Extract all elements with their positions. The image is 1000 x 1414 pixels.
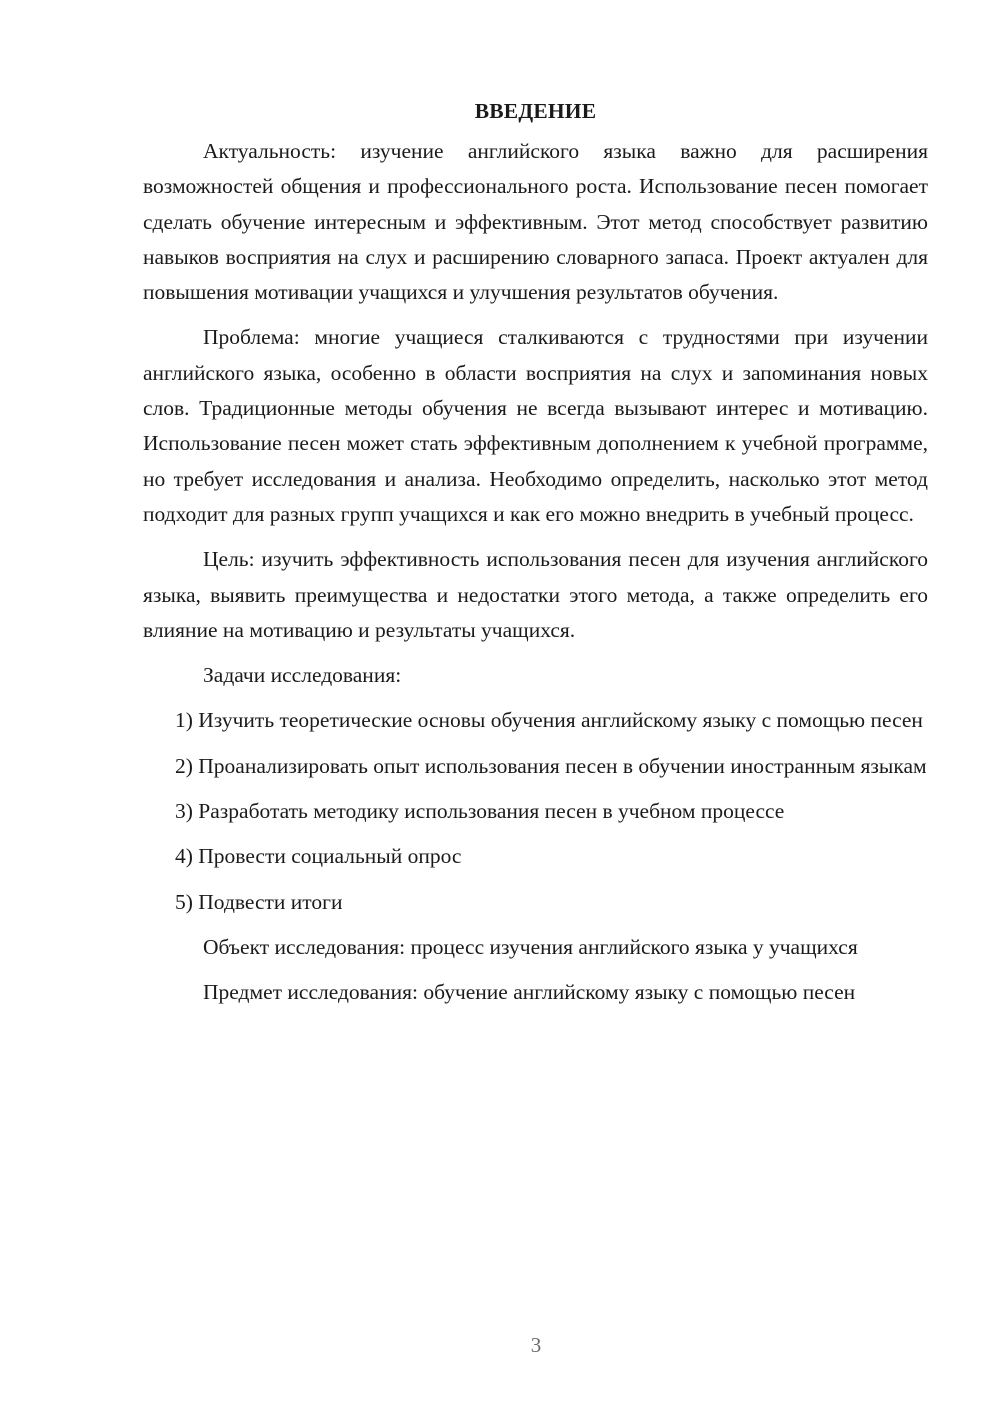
task-item-5: 5) Подвести итоги [175, 889, 343, 914]
problem-paragraph: Проблема: многие учащиеся сталкиваются с трудностями при изучении английского языка, особенно в области восприятия на слух и запоминания новых слов. Традиционные методы обучения не всегда вызывают интерес и мотивацию. Использование песен может стать эффективным дополнением к учебной программе, но требует исследования и анализа. Необходимо определить, насколько этот метод подходит для разных групп учащихся и как его можно внедрить в учебный процесс. [143, 325, 928, 526]
document-page [143, 93, 928, 1021]
relevance-paragraph: Актуальность: изучение английского языка важно для расширения возможностей общения и профессионального роста. Использование песен помогает сделать обучение интересным и эффективным. Этот метод способствует развитию навыков восприятия на слух и расширению словарного запаса. Проект актуален для повышения мотивации учащихся и улучшения результатов обучения. [143, 139, 928, 305]
object-paragraph: Объект исследования: процесс изучения английского языка у учащихся [203, 934, 858, 959]
subject-paragraph: Предмет исследования: обучение английскому языку с помощью песен [203, 980, 856, 1005]
task-item-2: 2) Проанализировать опыт использования песен в обучении иностранным языкам [175, 753, 927, 778]
task-item-4: 4) Провести социальный опрос [175, 844, 462, 869]
task-item-1: 1) Изучить теоретические основы обучения английскому языку с помощью песен [175, 708, 923, 733]
page-title: ВВЕДЕНИЕ [474, 99, 597, 123]
tasks-heading: Задачи исследования: [203, 663, 402, 688]
goal-paragraph: Цель: изучить эффективность использования песен для изучения английского языка, выявить преимущества и недостатки этого метода, а также определить его влияние на мотивацию и результаты учащихся. [143, 547, 928, 642]
task-item-3: 3) Разработать методику использования песен в учебном процессе [175, 799, 785, 824]
page-number: 3 [530, 1333, 542, 1357]
